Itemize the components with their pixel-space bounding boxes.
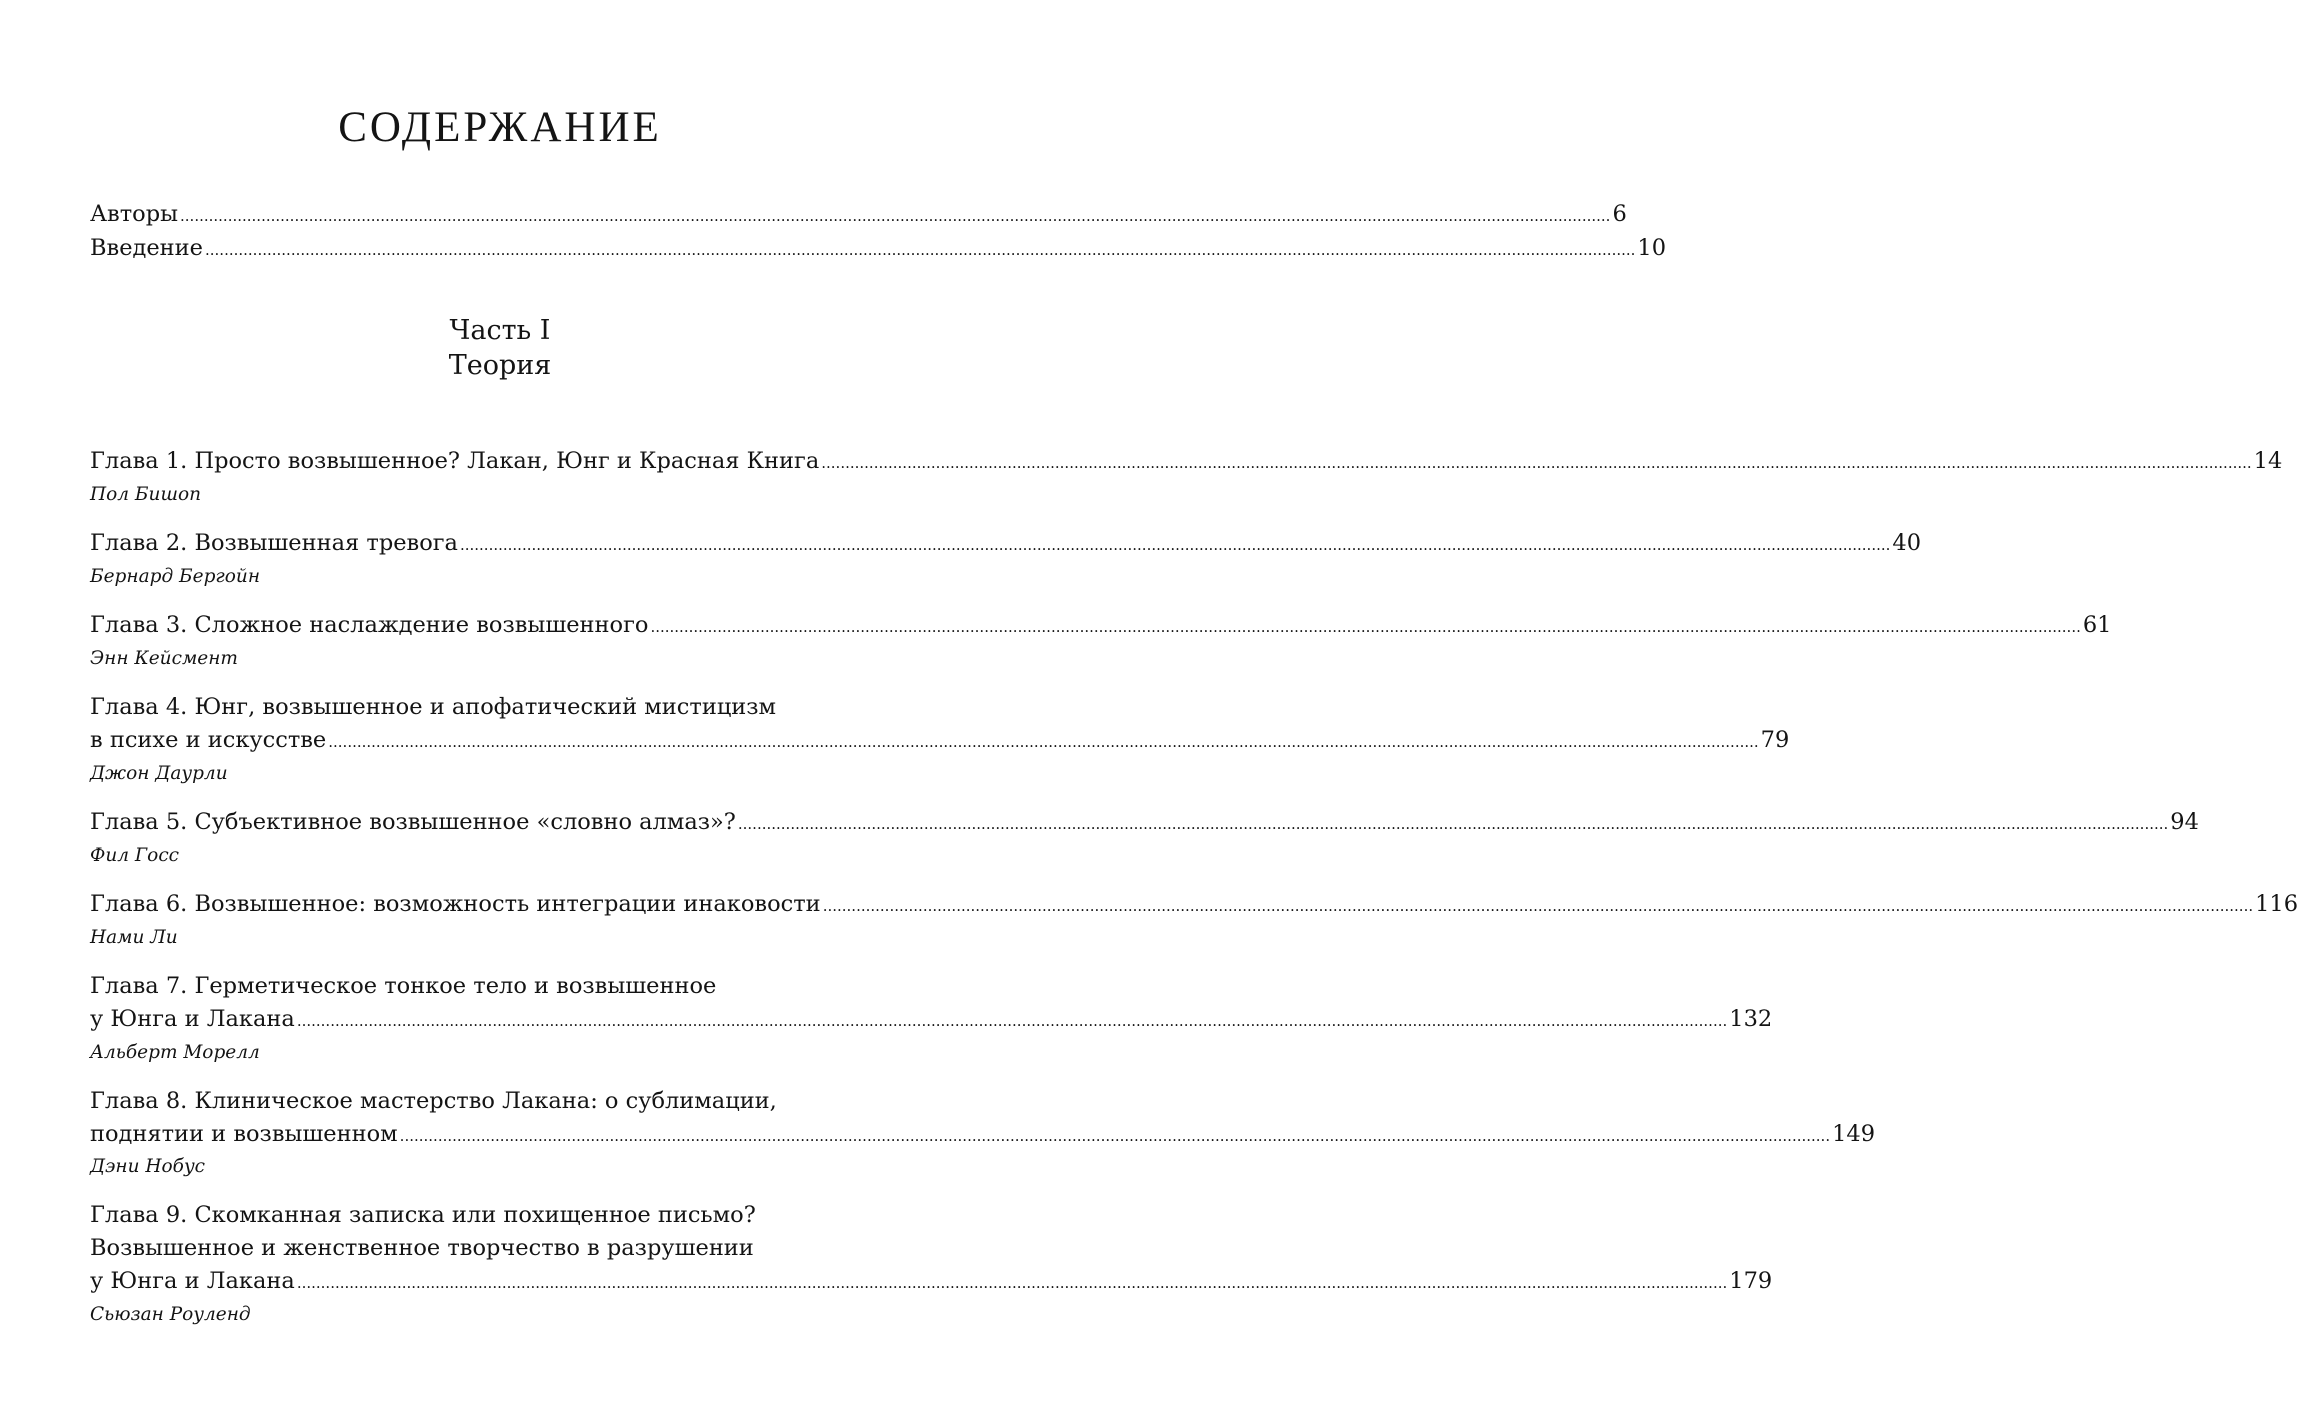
- chapter-title: Глава 3. Сложное наслаждение возвышенного: [90, 612, 649, 638]
- dot-leader: ............................................................................................................................................................................................................................................................................................................: [296, 1274, 1728, 1292]
- chapter-page: 40: [1892, 530, 1922, 556]
- toc-chapter-9[interactable]: [90, 1265, 1773, 1299]
- toc-entry-authors[interactable]: [90, 198, 1627, 232]
- toc-chapter-2[interactable]: [90, 527, 1922, 561]
- toc-chapter-8[interactable]: [90, 1118, 1876, 1152]
- dot-leader: ............................................................................................................................................................................................................................................................................................................: [737, 815, 2169, 833]
- toc-chapter-6[interactable]: [90, 888, 2298, 922]
- chapter-page: 179: [1729, 1268, 1773, 1294]
- chapter-page: 14: [2253, 448, 2283, 474]
- part-heading: [0, 313, 1000, 383]
- dot-leader: ............................................................................................................................................................................................................................................................................................................: [180, 207, 1611, 225]
- chapter-title-line: Глава 9. Скомканная записка или похищенное письмо?: [90, 1202, 756, 1228]
- chapter-author: Энн Кейсмент: [90, 648, 238, 669]
- chapter-title: у Юнга и Лакана: [90, 1006, 295, 1032]
- dot-leader: ............................................................................................................................................................................................................................................................................................................: [296, 1012, 1728, 1030]
- toc-chapter-4[interactable]: [90, 724, 1790, 758]
- toc-entry-introduction[interactable]: [90, 232, 1667, 266]
- dot-leader: ............................................................................................................................................................................................................................................................................................................: [821, 454, 2252, 472]
- chapter-title-line: Глава 8. Клиническое мастерство Лакана: о сублимации,: [90, 1088, 777, 1114]
- chapter-title: поднятии и возвышенном: [90, 1121, 398, 1147]
- dot-leader: ............................................................................................................................................................................................................................................................................................................: [205, 241, 1636, 259]
- dot-leader: ............................................................................................................................................................................................................................................................................................................: [459, 536, 1891, 554]
- chapter-title: Глава 6. Возвышенное: возможность интеграции инаковости: [90, 891, 821, 917]
- chapter-page: 132: [1729, 1006, 1773, 1032]
- chapter-title-line: Глава 7. Герметическое тонкое тело и возвышенное: [90, 973, 717, 999]
- chapter-page: 116: [2255, 891, 2298, 917]
- dot-leader: ............................................................................................................................................................................................................................................................................................................: [399, 1127, 1831, 1145]
- chapter-author: Пол Бишоп: [90, 484, 202, 505]
- chapter-author: Альберт Морелл: [90, 1042, 260, 1063]
- part-name: Теория: [448, 350, 552, 381]
- chapter-author: Бернард Бергойн: [90, 566, 261, 587]
- chapter-page: 79: [1760, 727, 1790, 753]
- toc-entry-title: Введение: [90, 235, 203, 261]
- chapter-page: 61: [2082, 612, 2112, 638]
- chapter-title: Глава 5. Субъективное возвышенное «словно алмаз»?: [90, 809, 736, 835]
- chapter-author: Нами Ли: [90, 927, 178, 948]
- toc-chapter-5[interactable]: [90, 806, 2199, 840]
- chapter-title: в психе и искусстве: [90, 727, 327, 753]
- dot-leader: ............................................................................................................................................................................................................................................................................................................: [650, 618, 2081, 636]
- dot-leader: ............................................................................................................................................................................................................................................................................................................: [822, 897, 2254, 915]
- chapter-title: Глава 1. Просто возвышенное? Лакан, Юнг и Красная Книга: [90, 448, 820, 474]
- toc-chapter-3[interactable]: [90, 609, 2112, 643]
- toc-entry-page: 6: [1612, 201, 1627, 227]
- chapter-title: у Юнга и Лакана: [90, 1268, 295, 1294]
- toc-entry-title: Авторы: [90, 201, 179, 227]
- part-label: Часть I: [449, 315, 551, 346]
- dot-leader: ............................................................................................................................................................................................................................................................................................................: [328, 733, 1759, 751]
- chapter-author: Фил Госс: [90, 845, 180, 866]
- chapter-page: 94: [2170, 809, 2199, 835]
- toc-chapter-7[interactable]: [90, 1003, 1773, 1037]
- page-title: СОДЕРЖАНИЕ: [338, 104, 662, 151]
- chapter-page: 149: [1832, 1121, 1876, 1147]
- toc-chapter-1[interactable]: [90, 445, 2283, 479]
- chapter-title-line: Глава 4. Юнг, возвышенное и апофатический мистицизм: [90, 694, 777, 720]
- chapter-author: Дэни Нобус: [90, 1156, 206, 1177]
- toc-entry-page: 10: [1637, 235, 1667, 261]
- chapter-author: Сьюзан Роуленд: [90, 1304, 251, 1325]
- chapter-title: Глава 2. Возвышенная тревога: [90, 530, 458, 556]
- chapter-title-line: Возвышенное и женственное творчество в разрушении: [90, 1235, 754, 1261]
- chapter-author: Джон Даурли: [90, 763, 228, 784]
